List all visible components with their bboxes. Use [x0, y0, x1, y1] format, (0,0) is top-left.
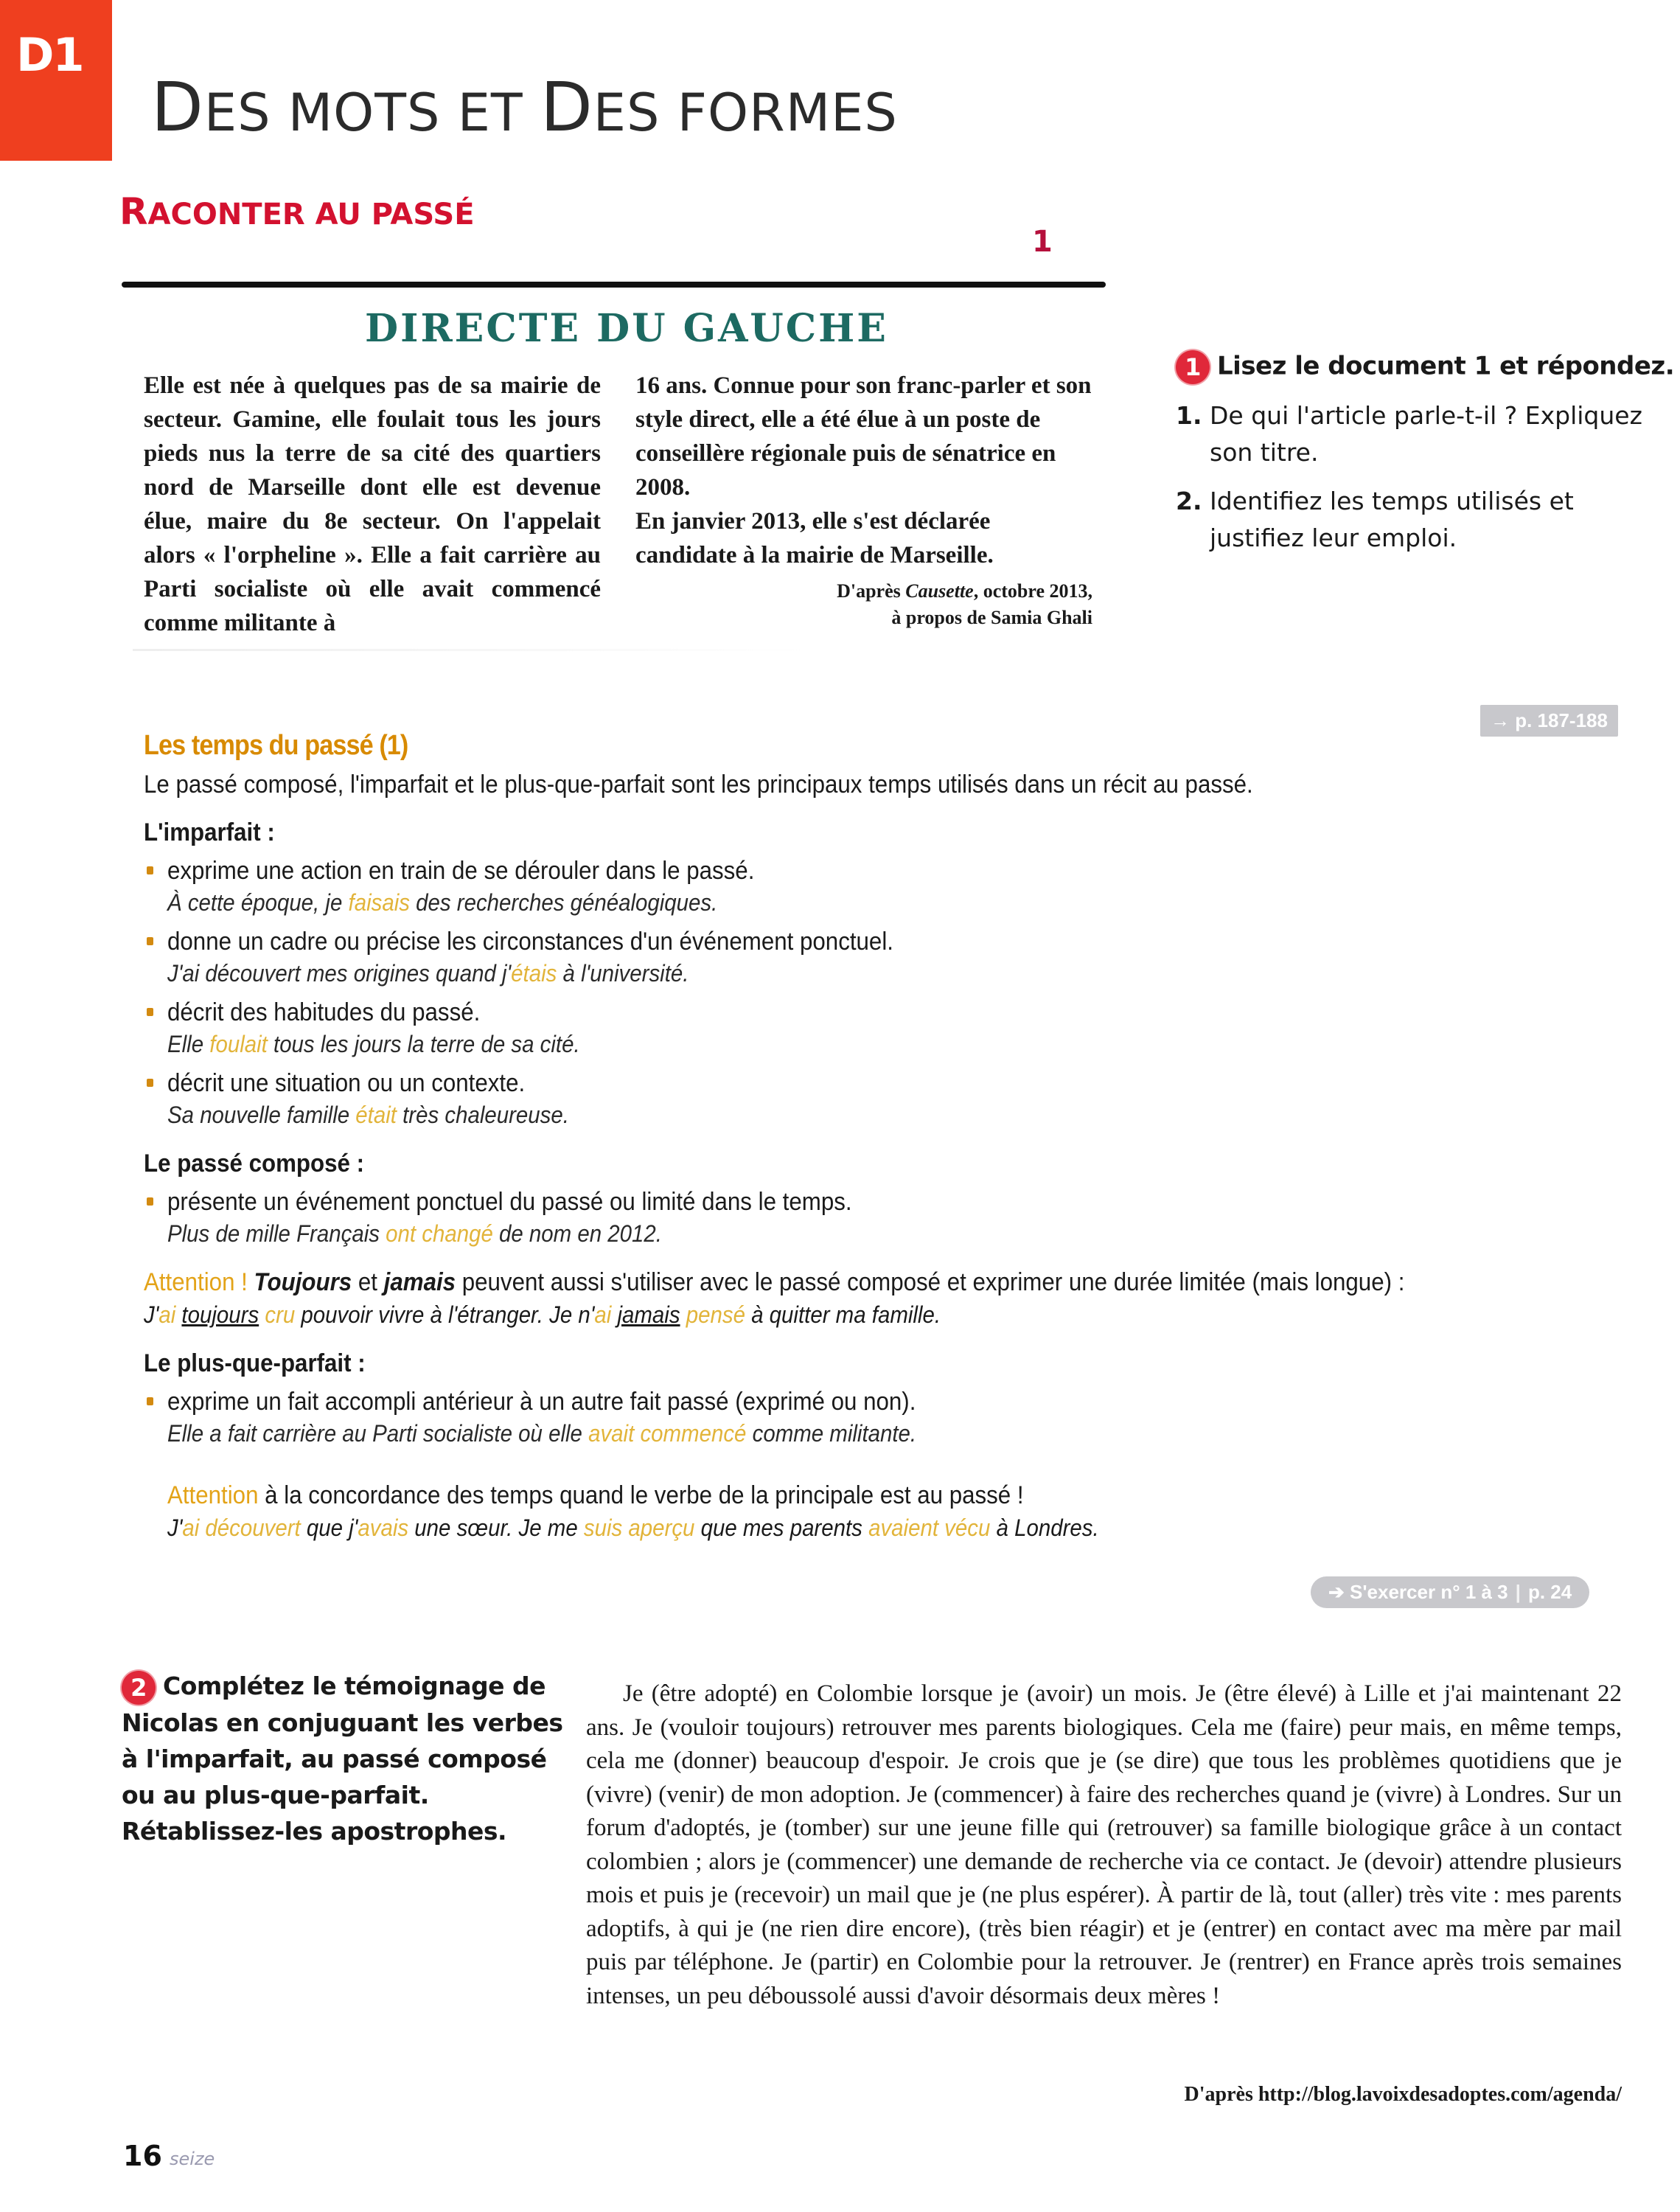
question-item: 2. Identifiez les temps utilisés et justifiez leur emploi.	[1176, 487, 1574, 552]
exercise-2-text: Je (être adopté) en Colombie lorsque je (avoir) un mois. Je (être élevé) à Lille et j'ai maintenant 22 ans. Je (vouloir toujours) retrouver mes parents biologiques. Cela me (faire) peur mais, en même temps, cela me (donner) beaucoup d'espoir. Je crois que je (se dire) que tous les problèmes quotidiens que je (vivre) (venir) de mon adoption. Je (commencer) à faire des recherches quand je (vivre) à Londres. Sur un forum d'adoptés, je (tomber) sur une jeune fille qui (retrouver) sa famille biologique grâce à un contact colombien ; alors je (commencer) une demande de recherche via ce contact. Je (devoir) attendre plusieurs mois et puis je (recevoir) un mail que je (ne plus espérer). À partir de là, tout (aller) très vite : mes parents adoptifs, à qui je (ne rien dire encore), (très bien réagir) et je (entrer) en contact avec ma mère par mail puis par téléphone. Je (partir) en Colombie pour la retrouver. Je (rentrer) en France après trois semaines intenses, un peu déboussolé aussi d'avoir désormais deux mères !	[586, 1680, 1622, 2009]
page-number: 16	[123, 2140, 162, 2172]
article-bottom-divider	[133, 649, 811, 651]
magazine-name: Causette	[905, 580, 974, 602]
rule-item: décrit une situation ou un contexte. Sa nouvelle famille était très chaleureuse.	[144, 1067, 1611, 1130]
bullet-icon	[147, 1079, 153, 1087]
bullet-icon	[147, 1008, 153, 1016]
bullet-icon	[147, 1197, 153, 1206]
page-number-word: seize	[170, 2149, 215, 2169]
rule-item: décrit des habitudes du passé. Elle foulait tous les jours la terre de sa cité.	[144, 996, 1611, 1060]
rule-item: présente un événement ponctuel du passé ou limité dans le temps. Plus de mille Français ont changé de nom en 2012.	[144, 1186, 1611, 1249]
rule-item: exprime une action en train de se dérouler dans le passé. À cette époque, je faisais des recherches généalogiques.	[144, 855, 1611, 918]
rule-item: donne un cadre ou précise les circonstances d'un événement ponctuel. J'ai découvert mes origines quand j'étais à l'université.	[144, 925, 1611, 989]
grammar-intro: Le passé composé, l'imparfait et le plus-que-parfait sont les principaux temps utilisés dans un récit au passé.	[144, 771, 1253, 799]
rule-example: Elle foulait tous les jours la terre de sa cité.	[167, 1031, 580, 1057]
rule-item: exprime un fait accompli antérieur à un autre fait passé (exprimé ou non). Elle a fait carrière au Parti socialiste où elle avait commencé comme militante.	[144, 1385, 1611, 1449]
chapter-badge	[0, 0, 112, 161]
bullet-icon	[147, 937, 153, 945]
article-column-right	[635, 369, 1092, 631]
rule-example: À cette époque, je faisais des recherches généalogiques.	[167, 889, 718, 916]
passe-compose-heading: Le passé composé :	[144, 1150, 365, 1178]
imparfait-heading: L'imparfait :	[144, 818, 275, 846]
plus-que-parfait-heading: Le plus-que-parfait :	[144, 1349, 366, 1377]
attention-example: J'ai toujours cru pouvoir vivre à l'étranger. Je n'ai jamais pensé à quitter ma famille.	[144, 1301, 941, 1328]
attention-example: J'ai découvert que j'avais une sœur. Je me suis aperçu que mes parents avaient vécu à Londres.	[167, 1514, 1099, 1541]
page-reference-link[interactable]: → p. 187-188	[1480, 705, 1618, 737]
article-title: DIRECTE DU GAUCHE	[365, 306, 888, 351]
page-title: DES MOTS ET DES FORMES	[151, 68, 898, 147]
rule-example: Elle a fait carrière au Parti socialiste où elle avait commencé comme militante.	[167, 1420, 917, 1447]
rule-example: J'ai découvert mes origines quand j'étais à l'université.	[167, 960, 689, 987]
exercise-2-instruction: 2 Complétez le témoignage de Nicolas en conjuguant les verbes à l'imparfait, au passé composé ou au plus-que-parfait. Rétablissez-les apostrophes.	[122, 1672, 563, 1846]
grammar-title: Les temps du passé (1)	[144, 730, 408, 761]
practice-reference-link[interactable]: ➔ S'exercer n° 1 à 3 | p. 24	[1311, 1576, 1589, 1608]
article-source: D'après Causette, octobre 2013, à propos de Samia Ghali	[837, 580, 1092, 628]
attention-note: Attention à la concordance des temps quand le verbe de la principale est au passé !	[167, 1481, 1024, 1509]
exercise-1-instruction: 1 Lisez le document 1 et répondez.	[1176, 350, 1662, 384]
rule-example: Plus de mille Français ont changé de nom en 2012.	[167, 1220, 662, 1247]
article-paragraph: En janvier 2013, elle s'est déclarée candidate à la mairie de Marseille.	[635, 508, 994, 568]
exercise-2-source: D'après http://blog.lavoixdesadoptes.com/agenda/	[1184, 2083, 1622, 2106]
article-column-left	[144, 369, 601, 640]
exercise-1	[1176, 350, 1675, 568]
arrow-right-icon: ➔	[1328, 1581, 1345, 1603]
question-item: 1. De qui l'article parle-t-il ? Expliquez son titre.	[1176, 401, 1642, 467]
grammar-box	[144, 730, 1611, 1543]
exercise-number-circle-icon: 2	[122, 1671, 156, 1705]
bullet-icon	[147, 866, 153, 874]
rule-example: Sa nouvelle famille était très chaleureuse.	[167, 1102, 569, 1128]
question-list	[1176, 397, 1662, 557]
section-title: RACONTER AU PASSÉ	[119, 190, 475, 233]
attention-note: Attention ! Toujours et jamais peuvent aussi s'utiliser avec le passé composé et exprimer une durée limitée (mais longue) :	[144, 1268, 1405, 1296]
chapter-badge-label: D1	[16, 28, 83, 82]
article-paragraph: 16 ans. Connue pour son franc-parler et son style direct, elle a été élue à un poste de conseillère régionale puis de sénatrice en 2008.	[635, 372, 1092, 501]
exercise-number-circle-icon: 1	[1176, 350, 1210, 384]
document-number: 1	[1032, 225, 1053, 259]
bullet-icon	[147, 1397, 153, 1405]
article-paragraph: Elle est née à quelques pas de sa mairie de secteur. Gamine, elle foulait tous les jours pieds nus la terre de sa cité des quartiers nord de Marseille dont elle est devenue élue, maire du 8e secteur. On l'appelait alors « l'orpheline ». Elle a fait carrière au Parti socialiste où elle avait commencé comme militante à	[144, 372, 601, 636]
document-divider	[122, 282, 1106, 288]
concordance-note-block	[144, 1478, 1611, 1543]
